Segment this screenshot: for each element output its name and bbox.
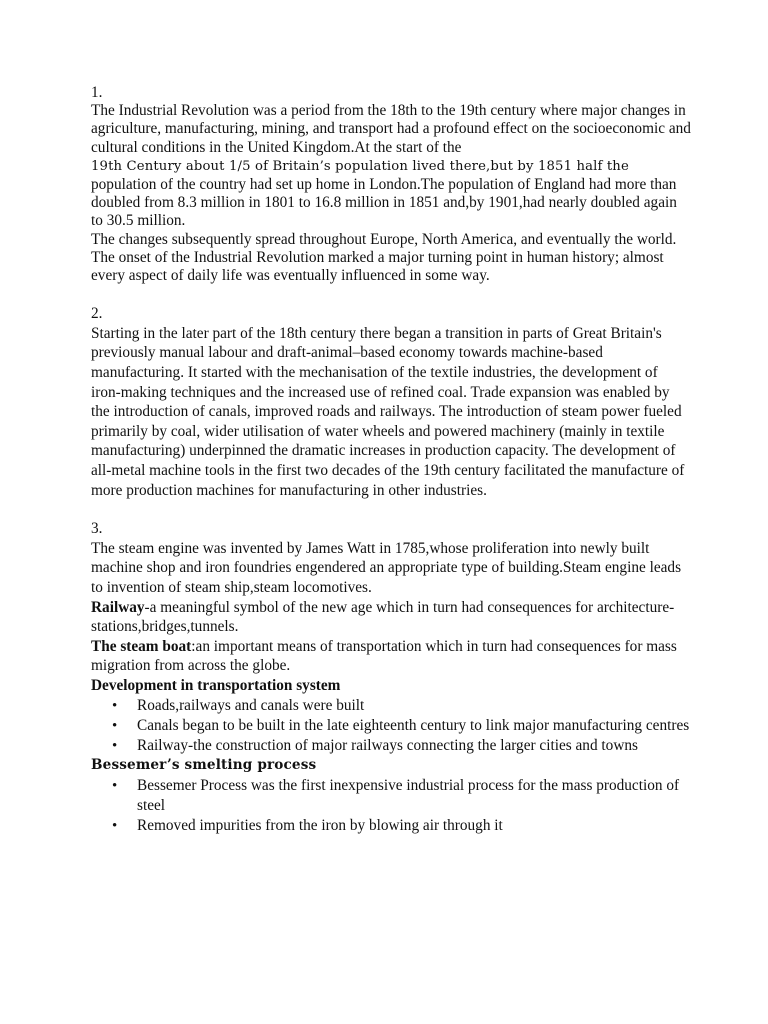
paragraph-text-alt-font: 19th Century about 1/5 of Britain’s population lived there,but by 1851 half the [91, 158, 629, 174]
paragraph-text: The Industrial Revolution was a period from the 18th to the 19th century where major changes in agriculture, manufacturing, mining, and transport had a profound effect on the socioeconomic and cultural conditions in the United Kingdom.At the start of the [91, 102, 691, 156]
list-item-text: Bessemer Process was the first inexpensive industrial process for the mass production of steel [137, 776, 680, 814]
paragraph [91, 598, 691, 637]
section-number: 1. [91, 84, 103, 101]
bullet-icon: • [112, 737, 118, 754]
paragraph: The changes subsequently spread throughout Europe, North America, and eventually the world. The onset of the Industrial Revolution marked a major turning point in human history; almost every aspect of daily life was eventually influenced in some way. [91, 230, 677, 285]
section-number: 3. [91, 520, 103, 538]
bullet-icon: • [112, 717, 118, 734]
list-item [91, 716, 691, 736]
list-item-text: Canals began to be built in the late eighteenth century to link major manufacturing centres [137, 716, 690, 734]
bullet-icon: • [112, 777, 118, 794]
paragraph: Starting in the later part of the 18th century there began a transition in parts of Great Britain's previously manual labour and draft-animal–based economy towards machine-based manufacturing. It started with the mechanisation of the textile industries, the development of iron-making techniques and the increased use of refined coal. Trade expansion was enabled by the introduction of canals, improved roads and railways. The introduction of steam power fueled primarily by coal, wider utilisation of water wheels and powered machinery (mainly in textile manufacturing) underpinned the dramatic increases in production capacity. The development of all-metal machine tools in the first two decades of the 19th century facilitated the manufacture of more production machines for manufacturing in other industries. [91, 324, 685, 499]
list-item-text: Roads,railways and canals were built [137, 696, 365, 714]
term-steam-boat: The steam boat [91, 637, 192, 655]
transport-heading: Development in transportation system [91, 676, 341, 694]
list-item [91, 736, 691, 756]
document-body [91, 84, 691, 836]
list-item-text: Railway-the construction of major railways connecting the larger cities and towns [137, 736, 638, 754]
section-1 [91, 84, 691, 285]
bessemer-heading: Bessemer’s smelting process [91, 757, 317, 774]
bullet-icon: • [112, 697, 118, 714]
section-number: 2. [91, 305, 103, 323]
term-definition: -a meaningful symbol of the new age which in turn had consequences for architecture-stations,bridges,tunnels. [91, 598, 675, 636]
section-3 [91, 519, 691, 836]
term-railway: Railway [91, 598, 145, 616]
list-item [91, 776, 691, 816]
term-definition: :an important means of transportation which in turn had consequences for mass migration from across the globe. [91, 637, 677, 675]
bessemer-list [91, 776, 691, 837]
paragraph [91, 102, 691, 230]
transport-list [91, 696, 691, 757]
section-2 [91, 304, 691, 500]
list-item-text: Removed impurities from the iron by blowing air through it [137, 817, 503, 835]
bullet-icon: • [112, 818, 118, 835]
paragraph [91, 637, 691, 676]
paragraph-text: population of the country had set up home in London.The population of England had more than doubled from 8.3 million in 1801 to 16.8 million in 1851 and,by 1901,had nearly doubled again to 30.5 million. [91, 176, 677, 230]
paragraph: The steam engine was invented by James Watt in 1785,whose proliferation into newly built machine shop and iron foundries engendered an appropriate type of building.Steam engine leads to invention of steam ship,steam locomotives. [91, 539, 682, 596]
list-item [91, 816, 691, 836]
list-item [91, 696, 691, 716]
